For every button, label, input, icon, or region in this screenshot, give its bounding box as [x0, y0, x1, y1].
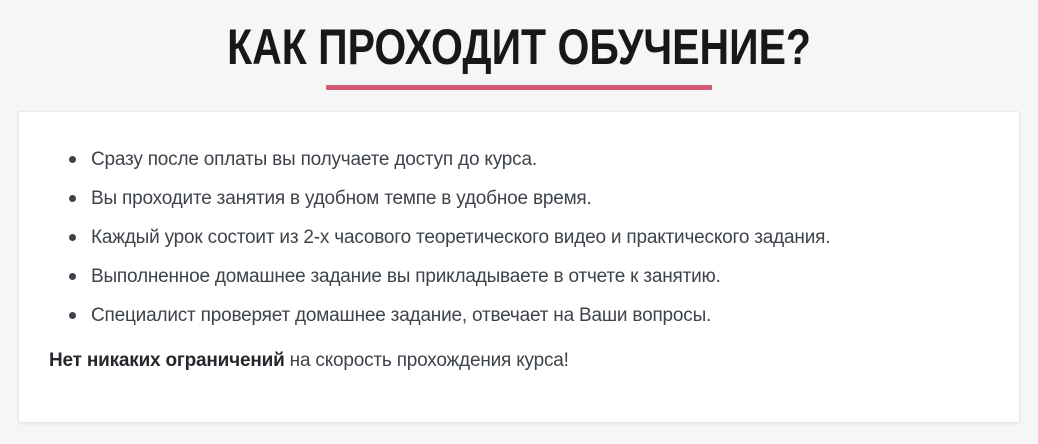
footer-note-regular: на скорость прохождения курса!	[284, 350, 569, 371]
list-item	[49, 304, 989, 327]
list-item-text: Сразу после оплаты вы получаете доступ до курса.	[91, 149, 537, 170]
learning-points-list	[49, 148, 989, 327]
list-item	[49, 187, 989, 210]
bullet-icon	[69, 156, 76, 163]
page-title: КАК ПРОХОДИТ ОБУЧЕНИЕ?	[227, 19, 811, 75]
list-item	[49, 226, 989, 249]
title-underline	[326, 85, 712, 90]
content-card	[18, 111, 1020, 423]
list-item-text: Каждый урок состоит из 2-х часового теоретического видео и практического задания.	[91, 227, 831, 248]
footer-note-bold: Нет никаких ограничений	[49, 350, 285, 371]
section-header	[0, 0, 1038, 90]
bullet-icon	[69, 312, 76, 319]
list-item-text: Выполненное домашнее задание вы прикладываете в отчете к занятию.	[91, 266, 721, 287]
list-item	[49, 265, 989, 288]
list-item	[49, 148, 989, 171]
bullet-icon	[69, 195, 76, 202]
list-item-text: Специалист проверяет домашнее задание, отвечает на Ваши вопросы.	[91, 305, 712, 326]
bullet-icon	[69, 234, 76, 241]
footer-note	[49, 349, 989, 372]
list-item-text: Вы проходите занятия в удобном темпе в удобное время.	[91, 188, 592, 209]
bullet-icon	[69, 273, 76, 280]
